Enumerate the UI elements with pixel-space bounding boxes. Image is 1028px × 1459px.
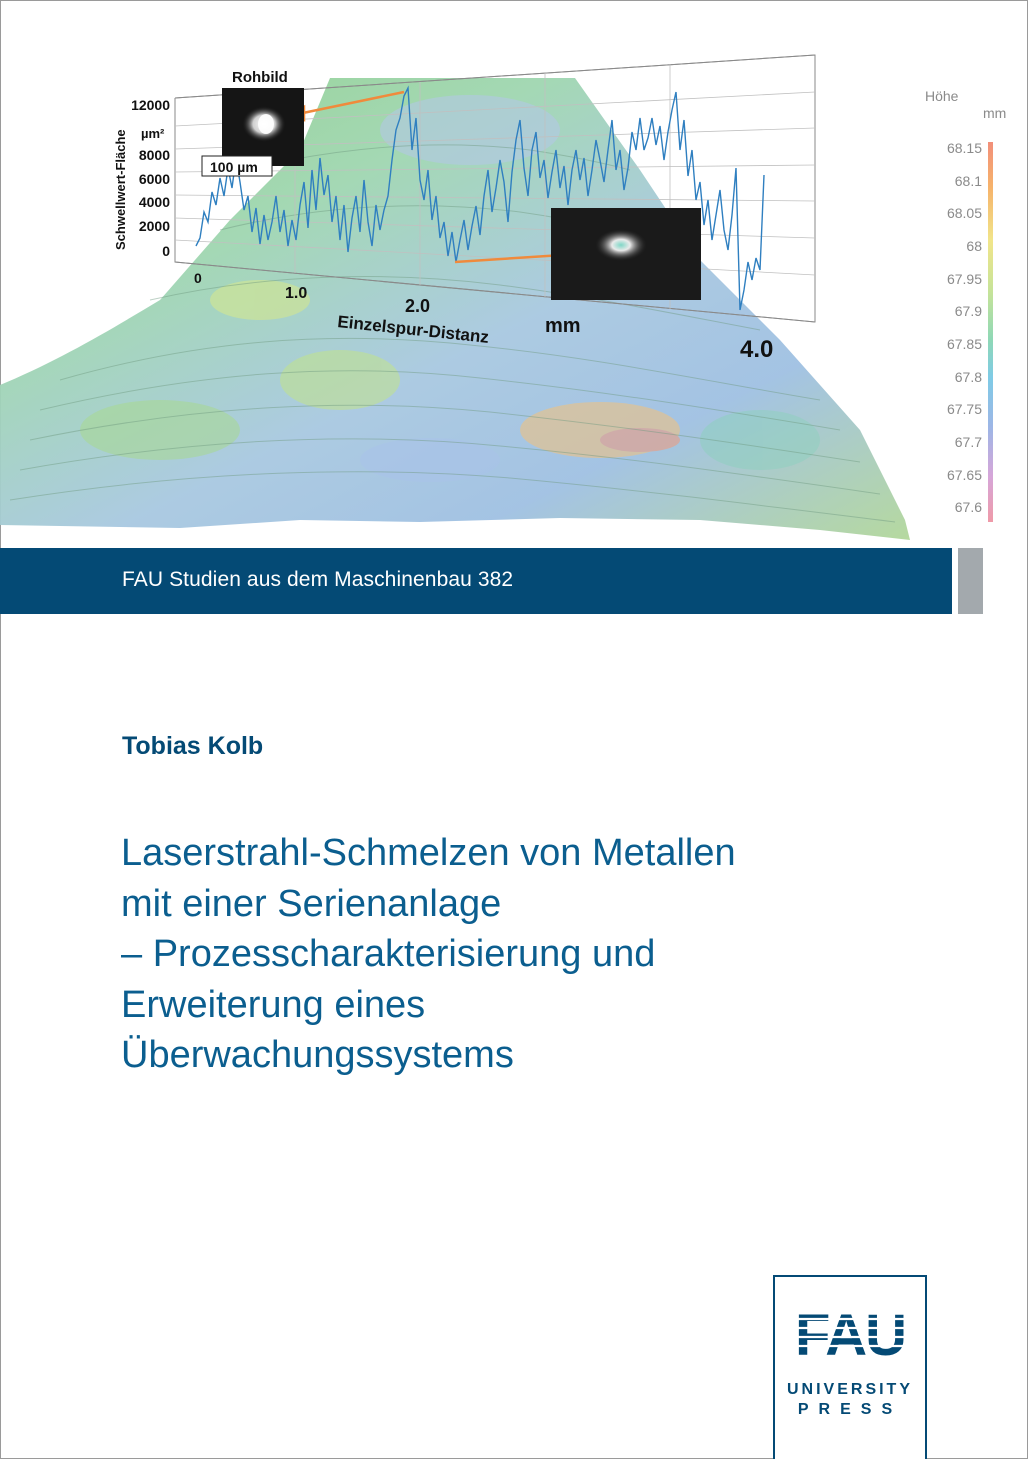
series-band — [0, 548, 952, 614]
y-tick: 6000 — [138, 171, 170, 187]
colorbar-tick: 67.8 — [954, 369, 982, 385]
colorbar-ticks — [947, 140, 982, 515]
x-tick: 1.0 — [285, 285, 308, 302]
colorbar-tick: 67.65 — [946, 467, 982, 483]
colorbar-tick: 68.1 — [954, 173, 982, 189]
x-tick: 0 — [194, 270, 202, 286]
title-line: Erweiterung eines — [121, 983, 426, 1026]
scale-bar-label: 100 µm — [210, 159, 258, 175]
y-axis-title: Schwellwert-Fläche — [113, 129, 128, 250]
colorbar-tick: 68.15 — [946, 140, 982, 156]
y-ticks — [131, 97, 170, 259]
colorbar-tick: 67.95 — [946, 271, 982, 287]
title-line: Überwachungssystems — [121, 1034, 514, 1076]
cover-figure — [0, 0, 1028, 545]
colorbar-tick: 67.6 — [954, 499, 982, 515]
colorbar-tick: 67.7 — [954, 434, 982, 450]
publisher-logo — [773, 1275, 927, 1459]
colorbar-tick: 68 — [966, 238, 982, 254]
y-tick: 4000 — [138, 194, 170, 210]
title-line: Laserstrahl-Schmelzen von Metallen — [121, 832, 736, 874]
raw-image-label: Rohbild — [232, 69, 288, 86]
y-tick-hidden: 10000 — [167, 136, 170, 137]
colorbar-tick: 67.9 — [954, 303, 982, 319]
author-name: Tobias Kolb — [122, 732, 264, 760]
series-label: FAU Studien aus dem Maschinenbau 382 — [122, 568, 514, 591]
x-axis-title: Einzelspur-Distanz — [336, 312, 490, 347]
y-tick: 12000 — [131, 97, 170, 113]
x-tick: mm — [545, 315, 581, 337]
x-tick: 4.0 — [740, 336, 774, 363]
colorbar-title: Höhe — [925, 88, 959, 104]
y-axis-unit: µm² — [141, 126, 165, 141]
book-title — [121, 828, 941, 1081]
fau-logo-text: FAU — [795, 1303, 905, 1368]
colorbar-tick: 68.05 — [946, 205, 982, 221]
y-tick: 8000 — [138, 147, 170, 163]
publisher-line-university: UNIVERSITY — [786, 1381, 913, 1398]
colorbar-tick: 67.85 — [946, 336, 982, 352]
publisher-line-press: PRESS — [797, 1401, 903, 1418]
x-tick: 2.0 — [405, 296, 431, 316]
series-accent-bar — [958, 548, 983, 614]
title-line: mit einer Serienanlage — [121, 882, 502, 925]
colorbar — [988, 142, 993, 522]
y-tick: 2000 — [138, 218, 170, 234]
fau-logo-icon — [775, 1301, 925, 1371]
title-line: – Prozesscharakterisierung und — [121, 933, 656, 975]
colorbar-tick: 67.75 — [946, 401, 982, 417]
colorbar-unit: mm — [983, 105, 1007, 121]
y-tick: 0 — [162, 243, 170, 259]
